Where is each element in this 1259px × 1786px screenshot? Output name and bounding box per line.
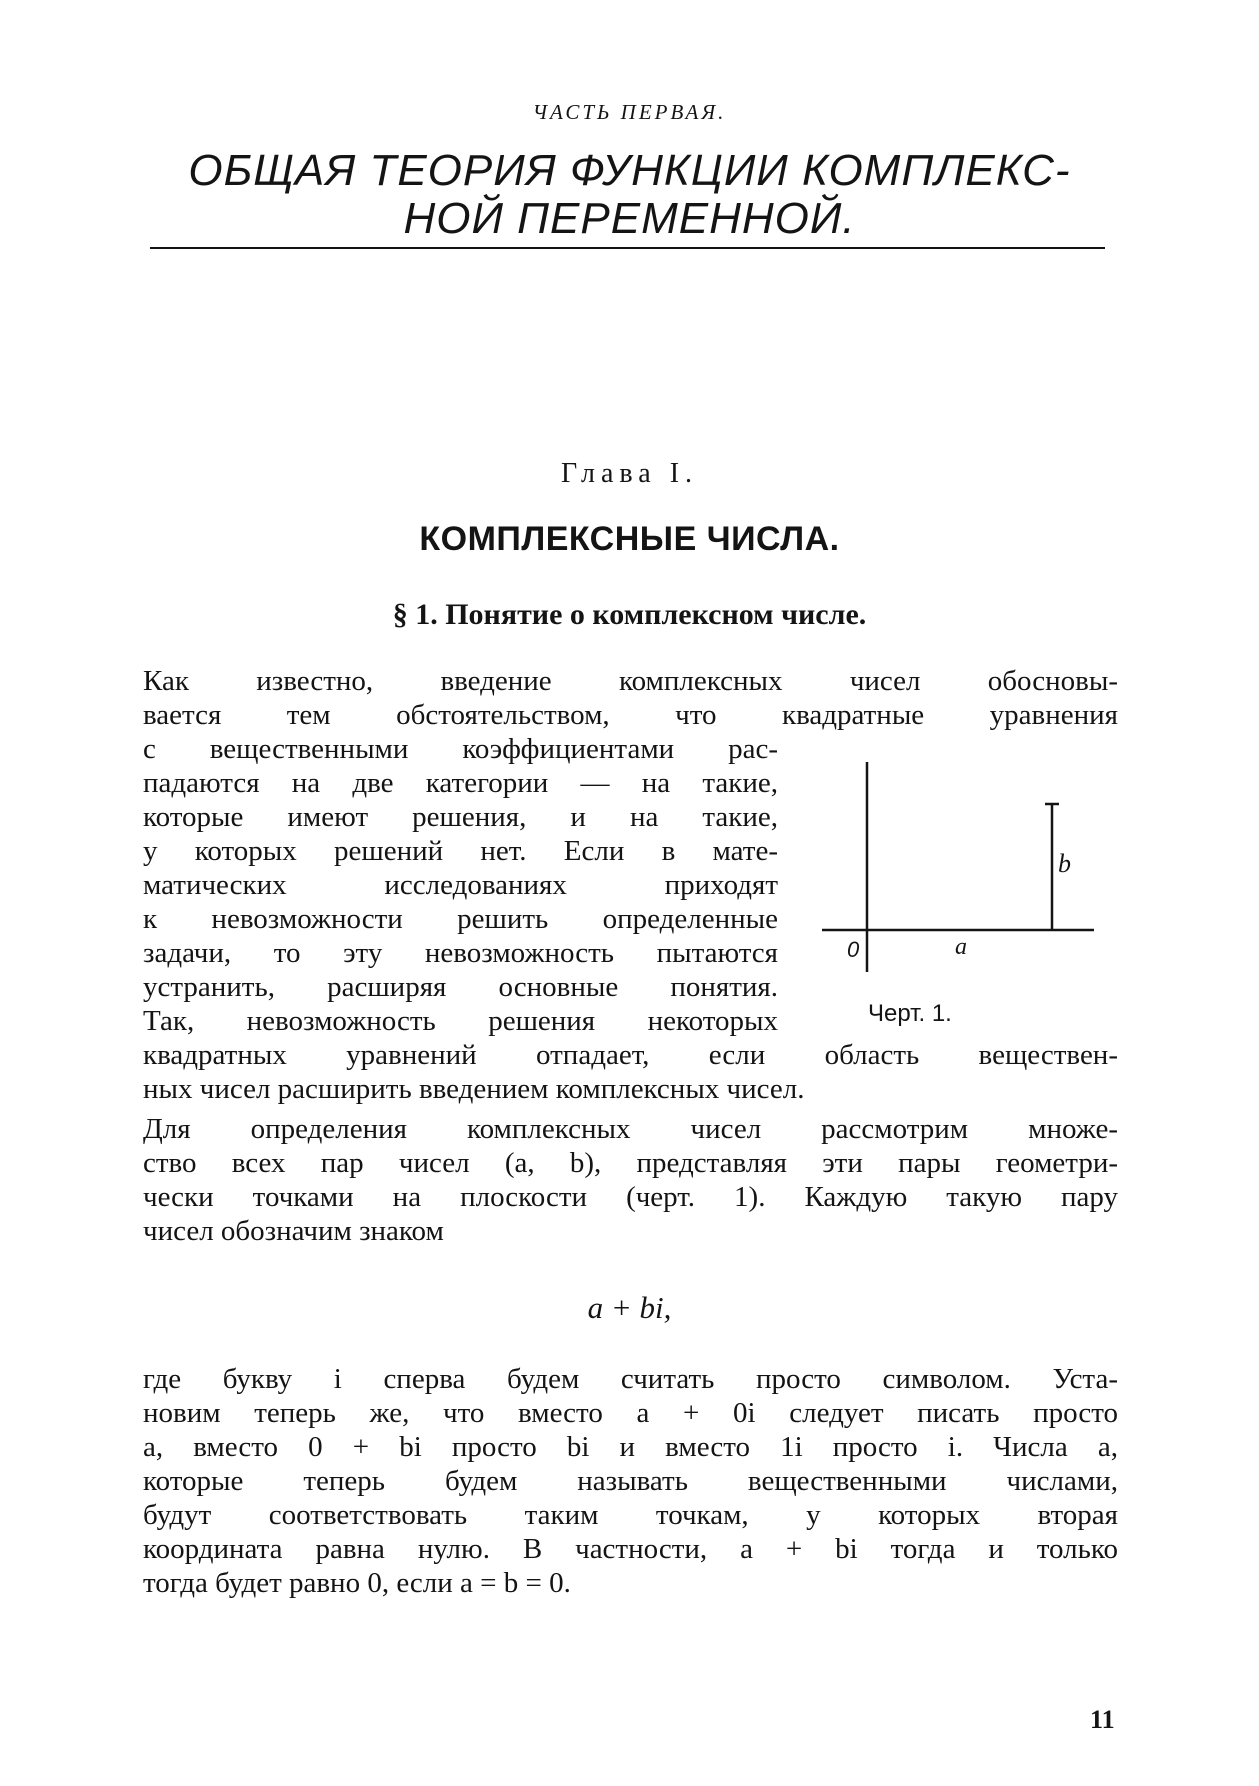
origin-label: 0 [847,937,860,962]
text-line: ство всех пар чисел (a, b), представляя эти пары геометри- [143,1147,1118,1179]
part-title-line-2: НОЙ ПЕРЕМЕННОЙ. [403,194,856,243]
text-line: квадратных уравнений отпадает, если область веществен- [143,1039,1118,1071]
text-line: чески точками на плоскости (черт. 1). Каждую такую пару [143,1181,1118,1213]
text-line: с вещественными коэффициентами рас- [143,733,778,765]
text-line: будут соответствовать таким точкам, у которых вторая [143,1499,1118,1531]
text-line: Для определения комплексных чисел рассмотрим множе- [143,1113,1118,1145]
part-title-line-1: ОБЩАЯ ТЕОРИЯ ФУНКЦИИ КОМПЛЕКС- [188,146,1071,195]
text-line: a, вместо 0 + bi просто bi и вместо 1i просто i. Числа a, [143,1431,1118,1463]
text-line: задачи, то эту невозможность пытаются [143,937,778,969]
text-line: к невозможности решить определенные [143,903,778,935]
text-line: падаются на две категории — на такие, [143,767,778,799]
text-line: чисел обозначим знаком [143,1215,444,1247]
section-title: § 1. Понятие о комплексном числе. [392,598,867,631]
chapter-title: КОМПЛЕКСНЫЕ ЧИСЛА. [419,520,840,558]
part-divider [150,247,1105,249]
text-line: у которых решений нет. Если в мате- [143,835,778,867]
a-label: a [955,934,967,960]
text-line: координата равна нулю. В частности, a + bi тогда и только [143,1533,1118,1565]
b-label: b [1058,849,1071,878]
text-line: Так, невозможность решения некоторых [143,1005,778,1037]
text-line: которые имеют решения, и на такие, [143,801,778,833]
figure-caption: Черт. 1. [868,1000,952,1027]
text-line: новим теперь же, что вместо a + 0i следует писать просто [143,1397,1118,1429]
coordinate-figure [822,762,1102,982]
page-number: 11 [1090,1705,1115,1734]
text-line: ных чисел расширить введением комплексных чисел. [143,1073,805,1105]
text-line: вается тем обстоятельством, что квадратные уравнения [143,699,1118,731]
text-line: устранить, расширяя основные понятия. [143,971,778,1003]
formula: a + bi, [587,1290,672,1325]
text-line: Как известно, введение комплексных чисел обосновы- [143,665,1118,697]
text-line: тогда будет равно 0, если a = b = 0. [143,1567,571,1599]
text-line: матических исследованиях приходят [143,869,778,901]
chapter-label: Глава I. [560,458,699,489]
part-label: ЧАСТЬ ПЕРВАЯ. [532,100,727,124]
text-line: где букву i сперва будем считать просто символом. Уста- [143,1363,1118,1395]
text-line: которые теперь будем называть вещественными числами, [143,1465,1118,1497]
